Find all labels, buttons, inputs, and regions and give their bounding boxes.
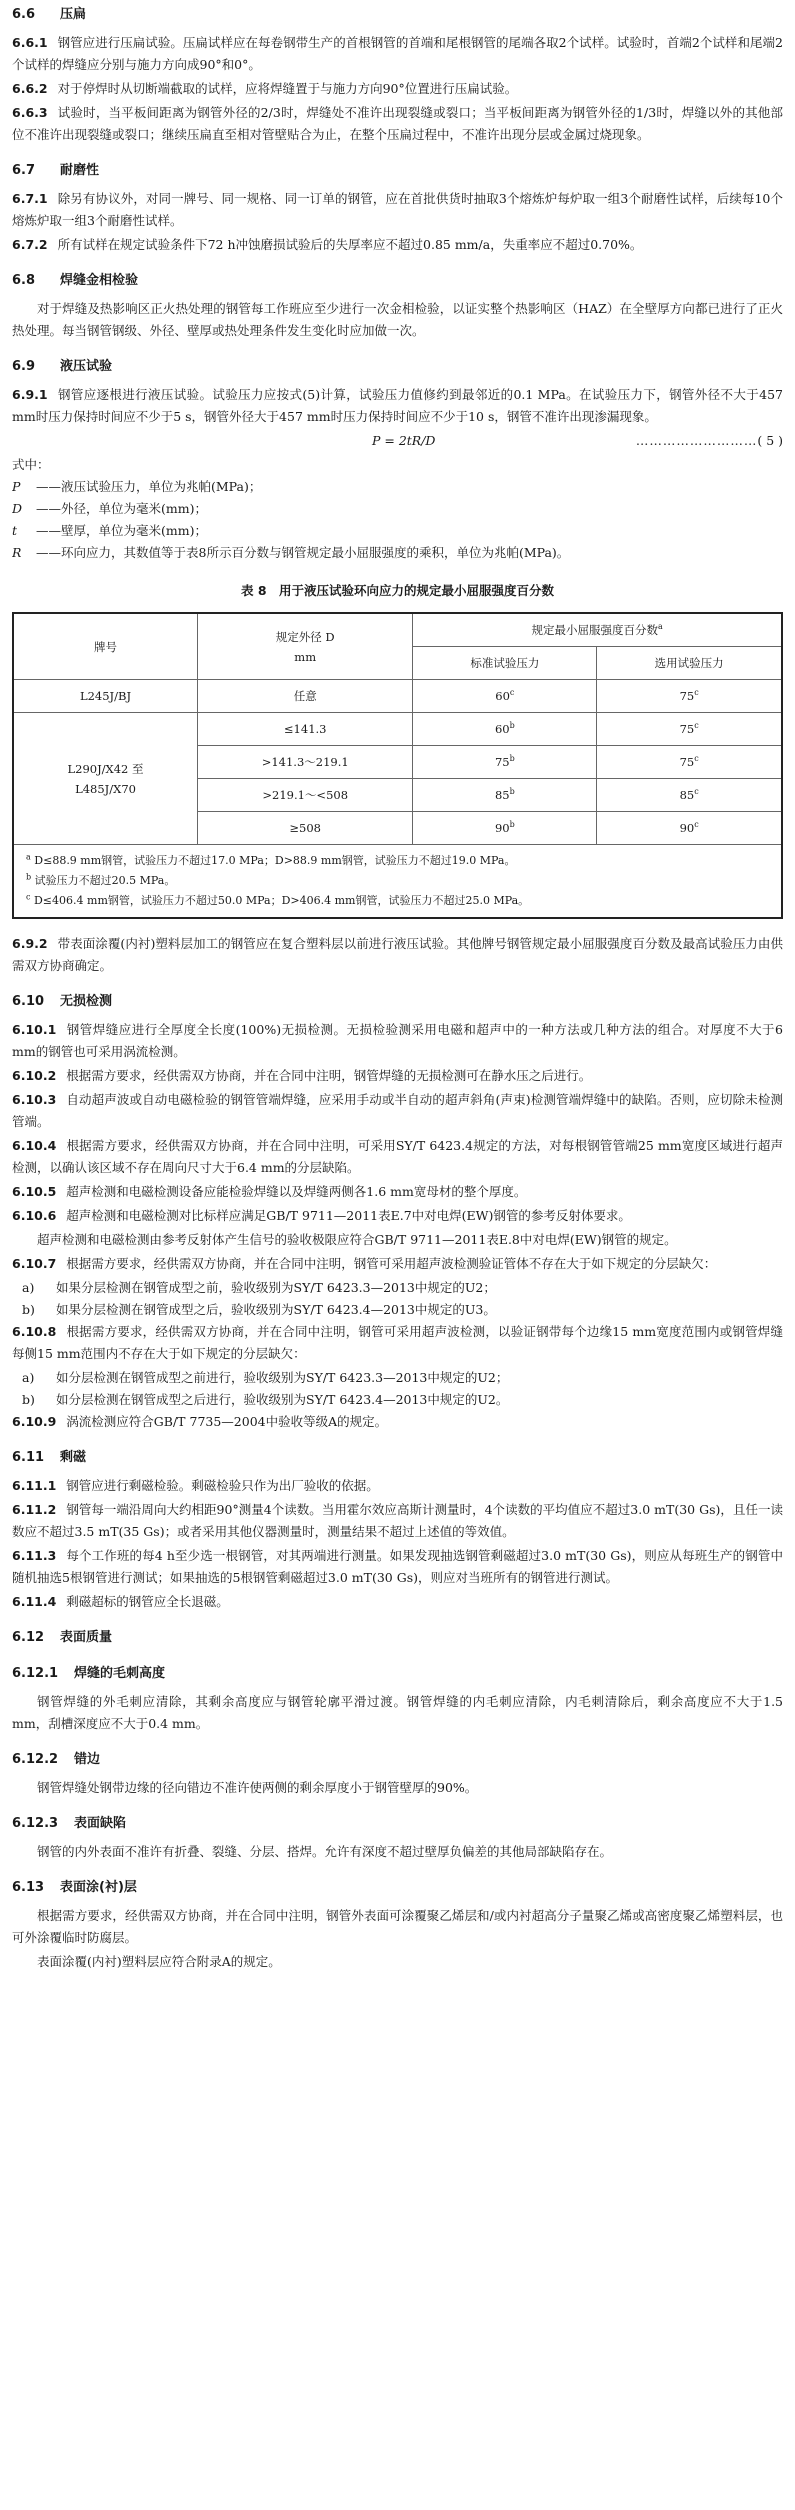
cell-od: ≥508 xyxy=(198,812,413,845)
cell-value: 75 xyxy=(679,722,695,736)
clause-text: 除另有协议外，对同一牌号、同一规格、同一订单的钢管，应在首批供货时抽取3个熔炼炉每炉取一组3个耐磨性试样，后续每10个熔炼炉取一组3个耐磨性试样。 xyxy=(12,191,783,228)
clause-number: 6.10.4 xyxy=(12,1138,57,1153)
clause-text: 钢管应进行压扁试验。压扁试样应在每卷钢带生产的首根钢管的首端和尾根钢管的尾端各取2个试样。试验时，首端2个试样和尾端2个试样的焊缝应分别与施力方向成90°和0°。 xyxy=(12,35,783,72)
cell-std xyxy=(413,779,597,812)
section-heading-6-6 xyxy=(12,4,783,26)
clause-6-6-2 xyxy=(12,78,783,100)
list-marker: a) xyxy=(22,1280,35,1295)
section-title: 耐磨性 xyxy=(60,163,100,178)
footnote-mark: c xyxy=(26,892,31,902)
section-title: 剩磁 xyxy=(60,1450,87,1465)
clause-text: 自动超声波或自动电磁检验的钢管管端焊缝，应采用手动或半自动的超声斜角(声束)检测管端焊缝中的缺陷。否则，应切除未检测管端。 xyxy=(12,1092,783,1129)
table-note xyxy=(26,891,769,911)
clause-text: 试验时，当平板间距离为钢管外径的2/3时，焊缝处不准许出现裂缝或裂口；当平板间距离为钢管外径的1/3时，焊缝以外的其他部位不准许出现裂缝或裂口；继续压扁直至相对管壁贴合为止，在整个压扁过程中，不准许出现分层或金属过烧现象。 xyxy=(12,105,783,142)
clause-text: 钢管焊缝应进行全厚度全长度(100%)无损检测。无损检验测采用电磁和超声中的一种方法或几种方法的组合。对厚度不大于6 mm的钢管也可采用涡流检测。 xyxy=(12,1022,783,1059)
note-text: 试验压力不超过20.5 MPa。 xyxy=(34,874,176,887)
section-title: 错边 xyxy=(74,1752,101,1767)
symbol-definitions xyxy=(12,476,783,564)
cell-std xyxy=(413,746,597,779)
table-row xyxy=(13,713,782,746)
footnote-mark: b xyxy=(26,872,32,882)
footnote-mark: c xyxy=(694,787,699,797)
table-notes xyxy=(13,845,782,919)
clause-text: 所有试样在规定试验条件下72 h冲蚀磨损试验后的失厚率应不超过0.85 mm/a，失重率应不超过0.70%。 xyxy=(57,237,643,252)
clause-6-7-2 xyxy=(12,234,783,256)
clause-6-11-1 xyxy=(12,1475,783,1497)
table-title: 表 8 用于液压试验环向应力的规定最小屈服强度百分数 xyxy=(240,583,555,598)
symbol: P xyxy=(12,479,21,494)
header-pct-label: 规定最小屈服强度百分数 xyxy=(531,623,659,637)
clause-number: 6.10.7 xyxy=(12,1256,57,1271)
formula-expression: P = 2tR/D xyxy=(372,433,436,448)
clause-number: 6.11.1 xyxy=(12,1478,57,1493)
section-heading-6-13 xyxy=(12,1877,783,1899)
clause-number: 6.10.1 xyxy=(12,1022,57,1037)
clause-number: 6.7.2 xyxy=(12,237,48,252)
clause-text: 带表面涂覆(内衬)塑料层加工的钢管应在复合塑料层以前进行液压试验。其他牌号钢管规定最小屈服强度百分数及最高试验压力由供需双方协商确定。 xyxy=(12,936,783,973)
formula-label xyxy=(636,430,783,452)
section-number: 6.12.3 xyxy=(12,1816,59,1831)
section-heading-6-10 xyxy=(12,991,783,1013)
section-number: 6.12.1 xyxy=(12,1666,59,1681)
list-text: 如分层检测在钢管成型之前进行，验收级别为SY/T 6423.3—2013中规定的U2； xyxy=(56,1370,509,1385)
section-heading-6-7 xyxy=(12,160,783,182)
symbol: R xyxy=(12,545,22,560)
paragraph-6-10-6-cont: 超声检测和电磁检测由参考反射体产生信号的验收极限应符合GB/T 9711—2011表E.8中对电焊(EW)钢管的规定。 xyxy=(37,1232,677,1247)
clause-text: 根据需方要求，经供需双方协商，并在合同中注明，钢管焊缝的无损检测可在静水压之后进行。 xyxy=(66,1068,592,1083)
cell-value: 75 xyxy=(679,755,695,769)
cell-alt xyxy=(597,713,782,746)
cell-std xyxy=(413,713,597,746)
list-marker: a) xyxy=(22,1370,35,1385)
cell-value: 85 xyxy=(494,788,510,802)
table-row xyxy=(13,680,782,713)
clause-6-6-1 xyxy=(12,32,783,76)
list-marker: b) xyxy=(22,1302,35,1317)
section-heading-6-11 xyxy=(12,1447,783,1469)
clause-6-10-2 xyxy=(12,1065,783,1087)
symbol-text: ——壁厚，单位为毫米(mm)； xyxy=(36,523,207,538)
document-page xyxy=(12,0,783,2510)
section-number: 6.9 xyxy=(12,359,36,374)
where-label: 式中： xyxy=(12,457,50,472)
symbol: D xyxy=(12,501,23,516)
symbol-text: ——液压试验压力，单位为兆帕(MPa)； xyxy=(36,479,262,494)
cell-value: 60 xyxy=(495,689,510,703)
cell-value: 85 xyxy=(679,788,695,802)
list-item xyxy=(12,1389,783,1411)
clause-text: 钢管应逐根进行液压试验。试验压力应按式(5)计算，试验压力值修约到最邻近的0.1 MPa。在试验压力下，钢管外径不大于457 mm时压力保持时间应不少于5 s，钢管外径大于457 mm时压力保持时间应不少于10 s，钢管不准许出现渗漏现象。 xyxy=(12,387,783,424)
section-number: 6.10 xyxy=(12,994,45,1009)
clause-number: 6.10.8 xyxy=(12,1324,57,1339)
list-text: 如果分层检测在钢管成型之后，验收级别为SY/T 6423.4—2013中规定的U3。 xyxy=(56,1302,496,1317)
clause-text: 根据需方要求，经供需双方协商，并在合同中注明，钢管可采用超声波检测验证管体不存在大于如下规定的分层缺欠： xyxy=(66,1256,717,1271)
paragraph-6-12-3: 钢管的内外表面不准许有折叠、裂缝、分层、搭焊。允许有深度不超过壁厚负偏差的其他局部缺陷存在。 xyxy=(37,1844,613,1859)
clause-6-10-1 xyxy=(12,1019,783,1063)
section-title: 焊缝的毛刺高度 xyxy=(74,1666,166,1681)
clause-number: 6.10.5 xyxy=(12,1184,57,1199)
clause-6-10-5 xyxy=(12,1181,783,1203)
cell-alt xyxy=(597,779,782,812)
footnote-mark: c xyxy=(694,721,699,731)
header-pct xyxy=(413,613,782,647)
clause-6-10-7 xyxy=(12,1253,783,1275)
section-heading-6-12 xyxy=(12,1627,783,1649)
cell-grade xyxy=(13,713,198,845)
clause-number: 6.11.3 xyxy=(12,1548,57,1563)
cell-grade-line: L290J/X42 至 xyxy=(67,761,144,776)
clause-6-11-4 xyxy=(12,1591,783,1613)
list-item xyxy=(12,1277,783,1299)
header-grade: 牌号 xyxy=(13,613,198,680)
subsection-heading-6-12-1 xyxy=(12,1663,783,1685)
clause-text: 剩磁超标的钢管应全长退磁。 xyxy=(66,1594,229,1609)
clause-6-10-8 xyxy=(12,1321,783,1365)
section-title: 压扁 xyxy=(60,7,87,22)
footnote-mark: b xyxy=(509,721,515,731)
cell-value: 75 xyxy=(494,755,510,769)
cell-od: ≤141.3 xyxy=(198,713,413,746)
cell-grade-line: L485J/X70 xyxy=(75,781,136,796)
symbol-definition xyxy=(12,520,783,542)
clause-6-10-6 xyxy=(12,1205,783,1227)
list-6-10-8 xyxy=(12,1367,783,1411)
cell-std xyxy=(413,812,597,845)
list-text: 如分层检测在钢管成型之后进行，验收级别为SY/T 6423.4—2013中规定的U2。 xyxy=(56,1392,509,1407)
clause-6-9-1 xyxy=(12,384,783,428)
clause-number: 6.10.2 xyxy=(12,1068,57,1083)
footnote-mark: a xyxy=(26,852,31,862)
clause-text: 钢管应进行剩磁检验。剩磁检验只作为出厂验收的依据。 xyxy=(66,1478,379,1493)
clause-number: 6.6.2 xyxy=(12,81,48,96)
cell-od: 任意 xyxy=(198,680,413,713)
clause-number: 6.10.3 xyxy=(12,1092,57,1107)
footnote-mark: b xyxy=(509,787,515,797)
paragraph-6-13-2: 表面涂覆(内衬)塑料层应符合附录A的规定。 xyxy=(37,1954,281,1969)
clause-text: 根据需方要求，经供需双方协商，并在合同中注明，可采用SY/T 6423.4规定的方法，对每根钢管管端25 mm宽度区域进行超声检测，以确认该区域不存在周向尺寸大于6.4 mm的分层缺陷。 xyxy=(12,1138,783,1175)
header-std: 标准试验压力 xyxy=(413,647,597,680)
clause-number: 6.9.2 xyxy=(12,936,48,951)
list-text: 如果分层检测在钢管成型之前，验收级别为SY/T 6423.3—2013中规定的U2； xyxy=(56,1280,496,1295)
symbol-text: ——环向应力，其数值等于表8所示百分数与钢管规定最小屈服强度的乘积，单位为兆帕(MPa)。 xyxy=(36,545,570,560)
clause-text: 根据需方要求，经供需双方协商，并在合同中注明，钢管可采用超声波检测，以验证钢带每个边缘15 mm宽度范围内或钢管焊缝每侧15 mm范围内不存在大于如下规定的分层缺欠： xyxy=(12,1324,783,1361)
clause-6-10-3 xyxy=(12,1089,783,1133)
formula-5 xyxy=(12,430,783,452)
clause-6-7-1 xyxy=(12,188,783,232)
symbol-text: ——外径，单位为毫米(mm)； xyxy=(36,501,207,516)
table-notes-row xyxy=(13,845,782,919)
cell-alt xyxy=(597,812,782,845)
clause-6-9-2 xyxy=(12,933,783,977)
cell-grade: L245J/BJ xyxy=(13,680,198,713)
clause-6-6-3 xyxy=(12,102,783,146)
clause-number: 6.11.2 xyxy=(12,1502,57,1517)
header-od-unit: mm xyxy=(294,649,317,664)
list-item xyxy=(12,1367,783,1389)
section-number: 6.12 xyxy=(12,1630,45,1645)
section-number: 6.7 xyxy=(12,163,36,178)
table-note xyxy=(26,851,769,871)
section-number: 6.12.2 xyxy=(12,1752,59,1767)
clause-number: 6.10.9 xyxy=(12,1414,57,1429)
clause-number: 6.11.4 xyxy=(12,1594,57,1609)
note-text: D≤406.4 mm钢管，试验压力不超过50.0 MPa；D>406.4 mm钢管，试验压力不超过25.0 MPa。 xyxy=(33,894,530,907)
table-header-row xyxy=(13,613,782,647)
cell-value: 90 xyxy=(679,821,695,835)
cell-value: 60 xyxy=(494,722,510,736)
paragraph-6-12-2: 钢管焊缝处钢带边缘的径向错边不准许使两侧的剩余厚度小于钢管壁厚的90%。 xyxy=(37,1780,478,1795)
cell-od: >141.3～219.1 xyxy=(198,746,413,779)
clause-text: 每个工作班的每4 h至少选一根钢管，对其两端进行测量。如果发现抽选钢管剩磁超过3.0 mT(30 Gs)，则应从每班生产的钢管中随机抽选5根钢管进行测试；如果抽选的5根钢管剩磁超过3.0 mT(30 Gs)，则应对当班所有的钢管进行测试。 xyxy=(12,1548,783,1585)
header-od-label: 规定外径 D xyxy=(275,629,335,644)
clause-text: 超声检测和电磁检测对比标样应满足GB/T 9711—2011表E.7中对电焊(EW)钢管的参考反射体要求。 xyxy=(66,1208,631,1223)
footnote-mark: c xyxy=(694,688,699,698)
section-heading-6-8 xyxy=(12,270,783,292)
clause-number: 6.6.1 xyxy=(12,35,48,50)
cell-value: 90 xyxy=(494,821,510,835)
footnote-mark: b xyxy=(509,754,515,764)
footnote-mark: c xyxy=(694,754,699,764)
section-title: 表面缺陷 xyxy=(74,1816,127,1831)
symbol-definition xyxy=(12,498,783,520)
formula-number: ( 5 ) xyxy=(757,433,783,448)
list-item xyxy=(12,1299,783,1321)
symbol: t xyxy=(12,523,18,538)
footnote-mark: b xyxy=(509,820,515,830)
paragraph-6-8: 对于焊缝及热影响区正火热处理的钢管每工作班应至少进行一次金相检验，以证实整个热影响区（HAZ）在全壁厚方向都已进行了正火热处理。每当钢管钢级、外径、壁厚或热处理条件发生变化时应加做一次。 xyxy=(12,301,783,338)
cell-alt xyxy=(597,680,782,713)
section-title: 表面质量 xyxy=(60,1630,113,1645)
section-number: 6.11 xyxy=(12,1450,45,1465)
formula-leader-dots: ……………………… xyxy=(635,433,758,448)
section-title: 液压试验 xyxy=(60,359,113,374)
clause-text: 超声检测和电磁检测设备应能检验焊缝以及焊缝两侧各1.6 mm宽母材的整个厚度。 xyxy=(66,1184,527,1199)
footnote-mark: a xyxy=(658,622,663,632)
header-od xyxy=(198,613,413,680)
table-note xyxy=(26,871,769,891)
section-number: 6.6 xyxy=(12,7,36,22)
list-6-10-7 xyxy=(12,1277,783,1321)
cell-std xyxy=(413,680,597,713)
section-title: 表面涂(衬)层 xyxy=(60,1880,137,1895)
paragraph-6-12-1: 钢管焊缝的外毛刺应清除，其剩余高度应与钢管轮廓平滑过渡。钢管焊缝的内毛刺应清除，内毛刺清除后，剩余高度应不大于1.5 mm，刮槽深度应不大于0.4 mm。 xyxy=(12,1694,783,1731)
section-number: 6.13 xyxy=(12,1880,45,1895)
symbol-definition xyxy=(12,542,783,564)
footnote-mark: c xyxy=(694,820,699,830)
paragraph-6-13-1: 根据需方要求，经供需双方协商，并在合同中注明，钢管外表面可涂覆聚乙烯层和/或内衬超高分子量聚乙烯或高密度聚乙烯塑料层，也可外涂覆临时防腐层。 xyxy=(12,1908,783,1945)
clause-text: 对于停焊时从切断端截取的试样，应将焊缝置于与施力方向90°位置进行压扁试验。 xyxy=(57,81,518,96)
cell-alt xyxy=(597,746,782,779)
clause-number: 6.7.1 xyxy=(12,191,48,206)
section-number: 6.8 xyxy=(12,273,36,288)
clause-6-10-9 xyxy=(12,1411,783,1433)
clause-number: 6.6.3 xyxy=(12,105,48,120)
subsection-heading-6-12-2 xyxy=(12,1749,783,1771)
header-alt: 选用试验压力 xyxy=(597,647,782,680)
symbol-definition xyxy=(12,476,783,498)
cell-od: >219.1～<508 xyxy=(198,779,413,812)
section-heading-6-9 xyxy=(12,356,783,378)
clause-number: 6.9.1 xyxy=(12,387,48,402)
clause-6-11-3 xyxy=(12,1545,783,1589)
cell-value: 75 xyxy=(679,689,695,703)
clause-text: 涡流检测应符合GB/T 7735—2004中验收等级A的规定。 xyxy=(66,1414,388,1429)
table-8 xyxy=(12,612,783,919)
clause-number: 6.10.6 xyxy=(12,1208,57,1223)
clause-text: 钢管每一端沿周向大约相距90°测量4个读数。当用霍尔效应高斯计测量时，4个读数的平均值应不超过3.0 mT(30 Gs)，且任一读数应不超过3.5 mT(35 Gs)；或者采用其他仪器测量时，测量结果不超过上述值的等效值。 xyxy=(12,1502,783,1539)
note-text: D≤88.9 mm钢管，试验压力不超过17.0 MPa；D>88.9 mm钢管，试验压力不超过19.0 MPa。 xyxy=(34,854,516,867)
clause-6-11-2 xyxy=(12,1499,783,1543)
footnote-mark: c xyxy=(509,688,515,698)
subsection-heading-6-12-3 xyxy=(12,1813,783,1835)
section-title: 焊缝金相检验 xyxy=(60,273,139,288)
section-title: 无损检测 xyxy=(60,994,113,1009)
list-marker: b) xyxy=(22,1392,35,1407)
clause-6-10-4 xyxy=(12,1135,783,1179)
